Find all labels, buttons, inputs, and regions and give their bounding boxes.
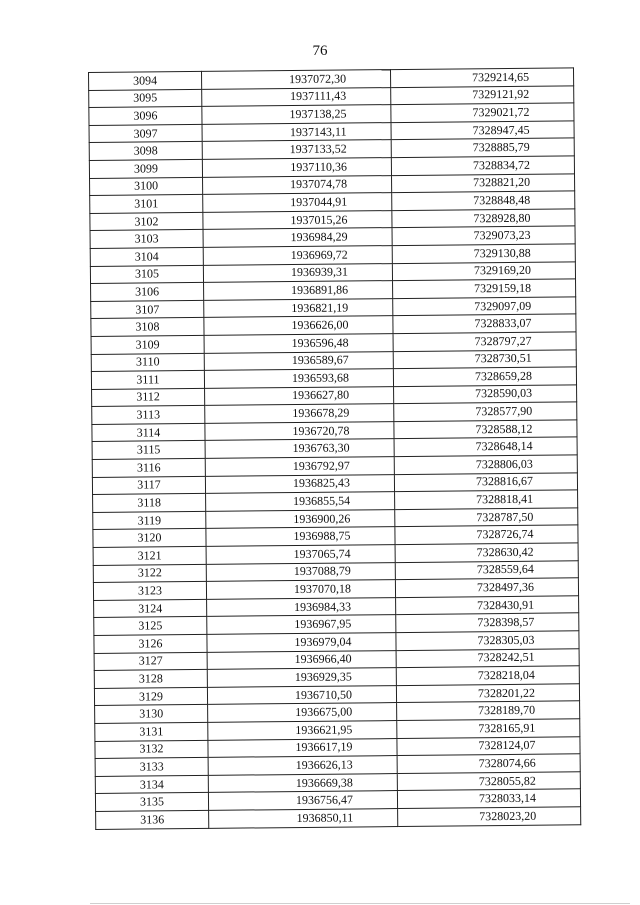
y-coordinate-cell: 7328242,51 [396,648,579,667]
x-coordinate-cell: 1936984,33 [207,597,396,616]
y-coordinate-cell: 7328430,91 [396,596,579,615]
point-number-cell: 3097 [89,124,202,143]
x-coordinate-cell: 1937110,36 [202,158,391,177]
x-coordinate-cell: 1937065,74 [206,545,395,564]
y-coordinate-cell: 7328848,48 [392,191,575,210]
point-number-cell: 3115 [92,441,205,460]
y-coordinate-cell: 7328055,82 [397,772,580,791]
y-coordinate-cell: 7328305,03 [396,631,579,650]
x-coordinate-cell: 1936939,31 [203,263,392,282]
y-coordinate-cell: 7328816,67 [394,472,577,491]
point-number-cell: 3131 [95,722,208,741]
x-coordinate-cell: 1936627,80 [205,386,394,405]
point-number-cell: 3129 [94,687,207,706]
x-coordinate-cell: 1936617,19 [208,738,397,757]
x-coordinate-cell: 1936900,26 [206,509,395,528]
x-coordinate-cell: 1936988,75 [206,527,395,546]
y-coordinate-cell: 7328818,41 [395,490,578,509]
y-coordinate-cell: 7328659,28 [393,367,576,386]
x-coordinate-cell: 1936593,68 [204,369,393,388]
page-number: 76 [312,43,328,59]
point-number-cell: 3107 [91,300,204,319]
point-number-cell: 3096 [89,107,202,126]
y-coordinate-cell: 7329021,72 [391,103,574,122]
point-number-cell: 3121 [93,546,206,565]
y-coordinate-cell: 7329121,92 [391,85,574,104]
y-coordinate-cell: 7328023,20 [398,807,581,826]
x-coordinate-cell: 1937074,78 [203,175,392,194]
x-coordinate-cell: 1936891,86 [204,281,393,300]
y-coordinate-cell: 7328033,14 [397,789,580,808]
y-coordinate-cell: 7328726,74 [395,525,578,544]
x-coordinate-cell: 1936678,29 [205,404,394,423]
point-number-cell: 3136 [96,810,209,829]
table-row [96,807,581,829]
x-coordinate-cell: 1936675,00 [208,703,397,722]
y-coordinate-cell: 7328590,03 [394,385,577,404]
point-number-cell: 3112 [92,388,205,407]
y-coordinate-cell: 7328189,70 [397,701,580,720]
x-coordinate-cell: 1936967,95 [207,615,396,634]
y-coordinate-cell: 7329159,18 [393,279,576,298]
point-number-cell: 3130 [95,705,208,724]
point-number-cell: 3095 [89,89,202,108]
y-coordinate-cell: 7328834,72 [391,156,574,175]
x-coordinate-cell: 1937015,26 [203,210,392,229]
point-number-cell: 3101 [90,195,203,214]
point-number-cell: 3114 [92,423,205,442]
point-number-cell: 3098 [89,142,202,161]
y-coordinate-cell: 7329097,09 [393,297,576,316]
point-number-cell: 3104 [90,247,203,266]
point-number-cell: 3135 [95,793,208,812]
x-coordinate-cell: 1937072,30 [201,70,390,89]
point-number-cell: 3108 [91,318,204,337]
y-coordinate-cell: 7328730,51 [393,349,576,368]
y-coordinate-cell: 7328787,50 [395,508,578,527]
point-number-cell: 3125 [94,617,207,636]
x-coordinate-cell: 1936821,19 [204,298,393,317]
y-coordinate-cell: 7329130,88 [392,244,575,263]
point-number-cell: 3128 [94,670,207,689]
x-coordinate-cell: 1936720,78 [205,421,394,440]
coordinates-table-body [89,68,581,829]
y-coordinate-cell: 7328559,64 [395,560,578,579]
x-coordinate-cell: 1936855,54 [206,492,395,511]
point-number-cell: 3132 [95,740,208,759]
point-number-cell: 3127 [94,652,207,671]
x-coordinate-cell: 1937138,25 [202,105,391,124]
point-number-cell: 3134 [95,775,208,794]
x-coordinate-cell: 1936763,30 [205,439,394,458]
y-coordinate-cell: 7328648,14 [394,437,577,456]
y-coordinate-cell: 7329169,20 [392,261,575,280]
coordinates-table [88,67,581,829]
x-coordinate-cell: 1936756,47 [208,791,397,810]
point-number-cell: 3119 [93,511,206,530]
coordinates-table-container [88,67,581,829]
x-coordinate-cell: 1936966,40 [207,650,396,669]
point-number-cell: 3094 [89,71,202,90]
point-number-cell: 3126 [94,634,207,653]
x-coordinate-cell: 1936589,67 [204,351,393,370]
point-number-cell: 3133 [95,758,208,777]
x-coordinate-cell: 1936984,29 [203,228,392,247]
y-coordinate-cell: 7328821,20 [392,173,575,192]
x-coordinate-cell: 1936929,35 [207,668,396,687]
point-number-cell: 3118 [93,494,206,513]
x-coordinate-cell: 1936596,48 [204,333,393,352]
y-coordinate-cell: 7329214,65 [390,68,573,87]
y-coordinate-cell: 7328947,45 [391,121,574,140]
y-coordinate-cell: 7328398,57 [396,613,579,632]
point-number-cell: 3120 [93,529,206,548]
x-coordinate-cell: 1936626,13 [208,756,397,775]
point-number-cell: 3124 [94,599,207,618]
y-coordinate-cell: 7328124,07 [397,736,580,755]
point-number-cell: 3111 [91,370,204,389]
x-coordinate-cell: 1936669,38 [208,773,397,792]
point-number-cell: 3109 [91,335,204,354]
x-coordinate-cell: 1936792,97 [205,457,394,476]
y-coordinate-cell: 7328497,36 [395,578,578,597]
page-bottom-edge [90,903,630,904]
point-number-cell: 3110 [91,353,204,372]
x-coordinate-cell: 1936710,50 [207,685,396,704]
point-number-cell: 3102 [90,212,203,231]
point-number-cell: 3105 [90,265,203,284]
x-coordinate-cell: 1936979,04 [207,633,396,652]
point-number-cell: 3113 [92,406,205,425]
x-coordinate-cell: 1936626,00 [204,316,393,335]
x-coordinate-cell: 1936969,72 [203,246,392,265]
y-coordinate-cell: 7328928,80 [392,209,575,228]
x-coordinate-cell: 1937044,91 [203,193,392,212]
y-coordinate-cell: 7328201,22 [396,684,579,703]
x-coordinate-cell: 1937070,18 [206,580,395,599]
y-coordinate-cell: 7328885,79 [391,138,574,157]
y-coordinate-cell: 7328218,04 [396,666,579,685]
x-coordinate-cell: 1937143,11 [202,122,391,141]
x-coordinate-cell: 1937133,52 [202,140,391,159]
point-number-cell: 3106 [91,283,204,302]
x-coordinate-cell: 1937111,43 [202,87,391,106]
y-coordinate-cell: 7328833,07 [393,314,576,333]
y-coordinate-cell: 7328797,27 [393,332,576,351]
y-coordinate-cell: 7328165,91 [397,719,580,738]
x-coordinate-cell: 1936850,11 [209,808,398,827]
y-coordinate-cell: 7328577,90 [394,402,577,421]
point-number-cell: 3116 [92,458,205,477]
point-number-cell: 3103 [90,230,203,249]
y-coordinate-cell: 7328630,42 [395,543,578,562]
point-number-cell: 3117 [92,476,205,495]
point-number-cell: 3099 [89,159,202,178]
point-number-cell: 3122 [93,564,206,583]
point-number-cell: 3123 [93,582,206,601]
point-number-cell: 3100 [90,177,203,196]
x-coordinate-cell: 1936825,43 [205,474,394,493]
y-coordinate-cell: 7329073,23 [392,226,575,245]
y-coordinate-cell: 7328806,03 [394,455,577,474]
y-coordinate-cell: 7328588,12 [394,420,577,439]
x-coordinate-cell: 1936621,95 [208,721,397,740]
x-coordinate-cell: 1937088,79 [206,562,395,581]
y-coordinate-cell: 7328074,66 [397,754,580,773]
